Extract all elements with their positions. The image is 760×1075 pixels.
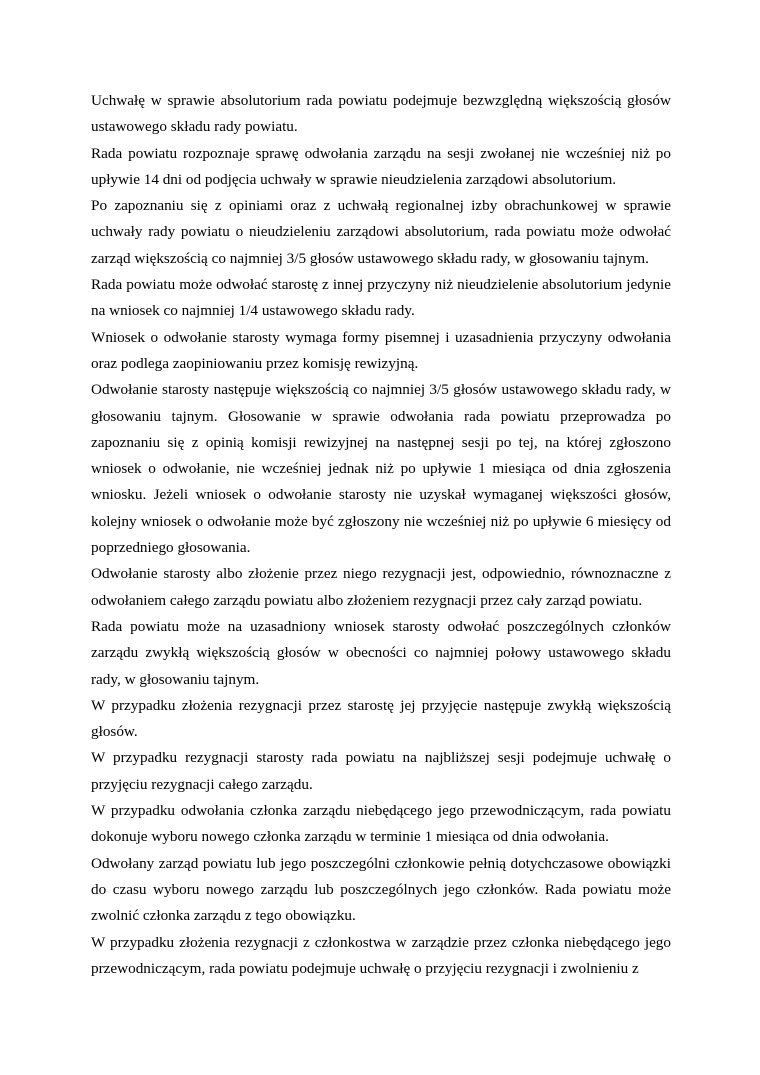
paragraph: Odwołany zarząd powiatu lub jego poszczególni członkowie pełnią dotychczasowe obowiązki do czasu wyboru nowego zarządu lub poszczególnych jego członków. Rada powiatu może zwolnić członka zarządu z tego obowiązku. [91,854,671,925]
paragraph: Rada powiatu może odwołać starostę z innej przyczyny niż nieudzielenie absolutorium jedynie na wniosek co najmniej 1/4 ustawowego składu rady. [91,276,671,320]
paragraph: W przypadku odwołania członka zarządu niebędącego jego przewodniczącym, rada powiatu dokonuje wyboru nowego członka zarządu w terminie 1 miesiąca od dnia odwołania. [91,802,671,846]
paragraph: Odwołanie starosty albo złożenie przez niego rezygnacji jest, odpowiednio, równoznaczne z odwołaniem całego zarządu powiatu albo złożeniem rezygnacji przez cały zarząd powiatu. [91,565,671,609]
paragraph: W przypadku złożenia rezygnacji z członkostwa w zarządzie przez członka niebędącego jego przewodniczącym, rada powiatu podejmuje uchwałę o przyjęciu rezygnacji i zwolnieniu z [91,933,671,977]
paragraph: W przypadku rezygnacji starosty rada powiatu na najbliższej sesji podejmuje uchwałę o przyjęciu rezygnacji całego zarządu. [91,749,671,793]
paragraph: Wniosek o odwołanie starosty wymaga formy pisemnej i uzasadnienia przyczyny odwołania oraz podlega zaopiniowaniu przez komisję rewizyjną. [91,328,671,372]
paragraph: Po zapoznaniu się z opiniami oraz z uchwałą regionalnej izby obrachunkowej w sprawie uchwały rady powiatu o nieudzieleniu zarządowi absolutorium, rada powiatu może odwołać zarząd większością co najmniej 3/5 głosów ustawowego składu rady, w głosowaniu tajnym. [91,197,671,267]
paragraph: Rada powiatu rozpoznaje sprawę odwołania zarządu na sesji zwołanej nie wcześniej niż po upływie 14 dni od podjęcia uchwały w sprawie nieudzielenia zarządowi absolutorium. [91,144,671,188]
paragraph: Uchwałę w sprawie absolutorium rada powiatu podejmuje bezwzględną większością głosów ustawowego składu rady powiatu. [91,92,671,136]
paragraph: Odwołanie starosty następuje większością co najmniej 3/5 głosów ustawowego składu rady, w głosowaniu tajnym. Głosowanie w sprawie odwołania rada powiatu przeprowadza po zapoznaniu się z opinią komisji rewizyjnej na następnej sesji po tej, na której zgłoszono wniosek o odwołanie, nie wcześniej jednak niż po upływie 1 miesiąca od dnia zgłoszenia wniosku. Jeżeli wniosek o odwołanie starosty nie uzyskał wymaganej większości głosów, kolejny wniosek o odwołanie może być zgłoszony nie wcześniej niż po upływie 6 miesięcy od poprzedniego głosowania. [91,381,671,557]
paragraph: Rada powiatu może na uzasadniony wniosek starosty odwołać poszczególnych członków zarządu zwykłą większością głosów w obecności co najmniej połowy ustawowego składu rady, w głosowaniu tajnym. [91,617,671,688]
document-page [91,88,671,982]
paragraph: W przypadku złożenia rezygnacji przez starostę jej przyjęcie następuje zwykłą większością głosów. [91,696,671,741]
